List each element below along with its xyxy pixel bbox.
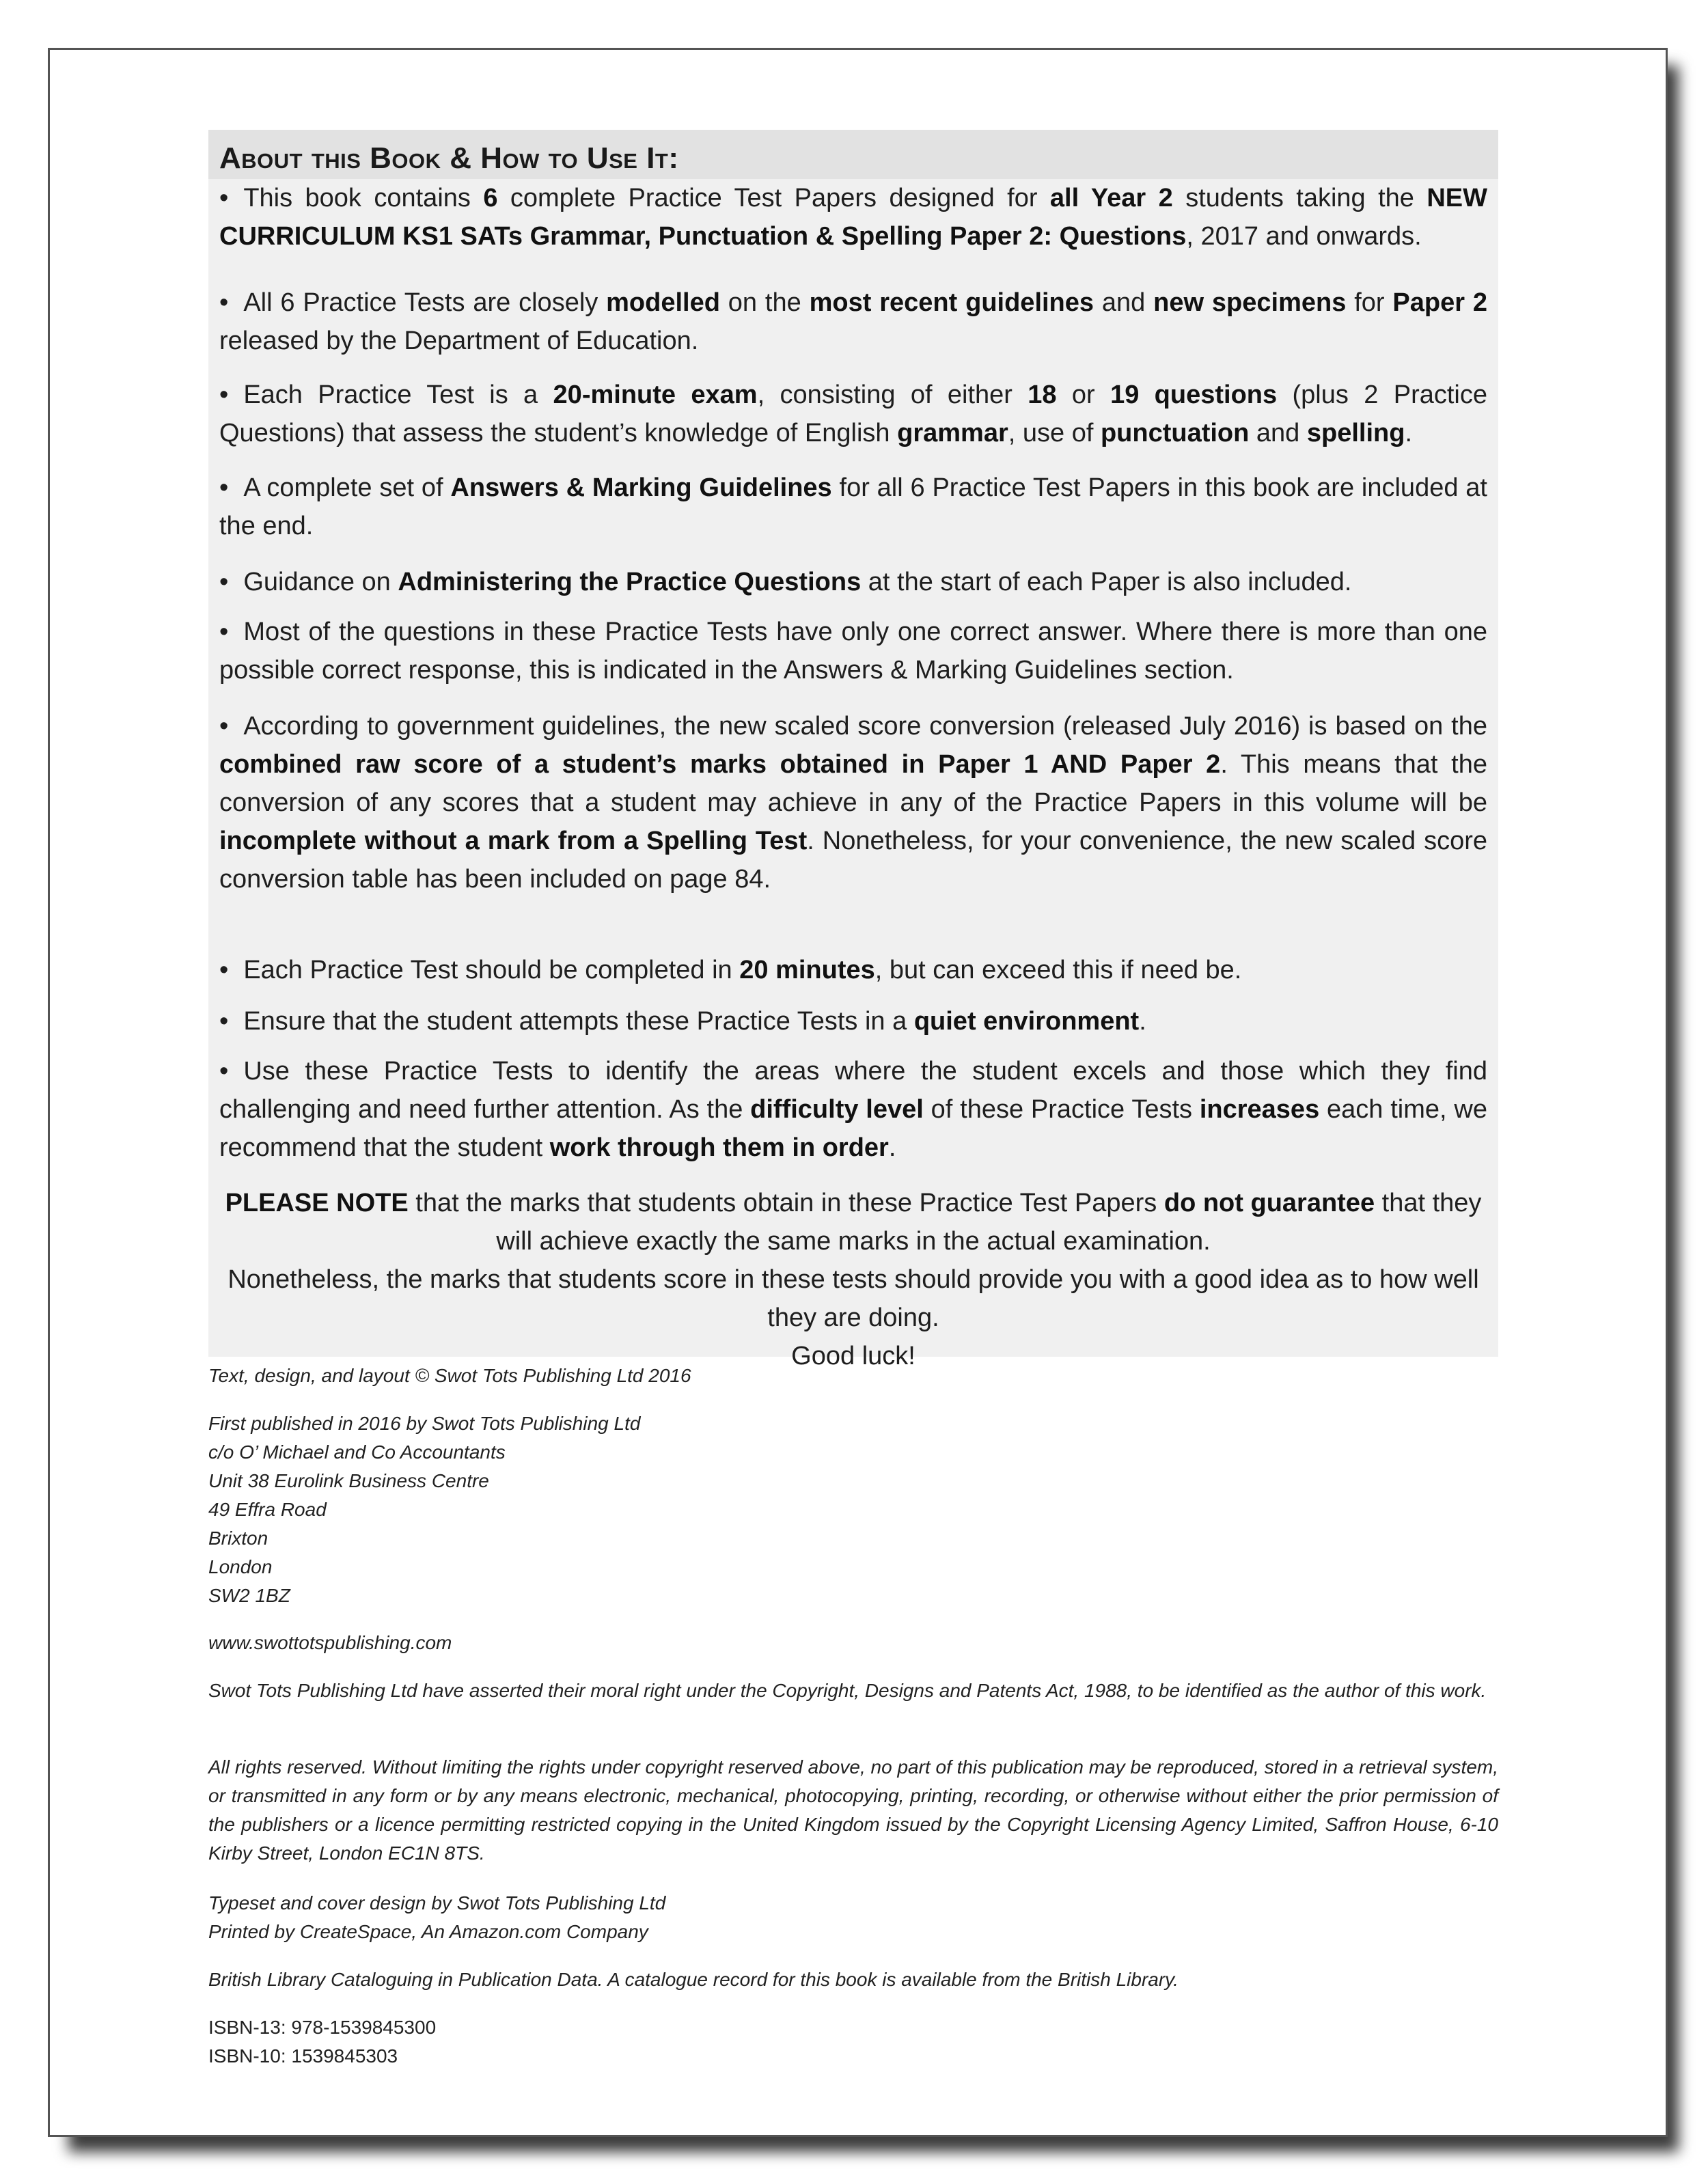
rights-statement: All rights reserved. Without limiting the rights under copyright reserved above, no part of this publication may be reproduced, stored in a retrieval system, or transmitted in any form or by any means electronic, mechanical, photocopying, printing, recording, or otherwise without either the prior permission of the publishers or a licence permitting restricted copying in the United Kingdom issued by the Copyright Licensing Agency Limited, Saffron House, 6-10 Kirby Street, London EC1N 8TS. — [208, 1756, 1498, 1864]
about-bullet-order: • Use these Practice Tests to identify the areas where the student excels and those which they find challenging and need further attention. As the difficulty level of these Practice Tests increases each time, we recommend that the student work through them in order. — [219, 1057, 1487, 1162]
about-bullet-modelled: • All 6 Practice Tests are closely modelled on the most recent guidelines and new specimens for Paper 2 released by the Department of Education. — [219, 288, 1488, 355]
printing-credits: Typeset and cover design by Swot Tots Publishing Ltd Printed by CreateSpace, An Amazon.com Company — [208, 1892, 666, 1942]
isbn-block — [208, 2013, 436, 2071]
about-bullet-guidance: • Guidance on Administering the Practice Questions at the start of each Paper is also included. — [219, 568, 1352, 596]
copyright-line: Text, design, and layout © Swot Tots Publishing Ltd 2016 — [208, 1365, 691, 1386]
website-link[interactable]: www.swottotspublishing.com — [208, 1632, 452, 1653]
note-good-luck: Good luck! — [791, 1342, 915, 1370]
about-bullet-scaled-score: • According to government guidelines, the new scaled score conversion (released July 2016) is based on the combined raw score of a student’s marks obtained in Paper 1 AND Paper 2. This means that the conversion of any scores that a student may achieve in any of the Practice Papers in this volume will be incomplete without a mark from a Spelling Test. Nonetheless, for your convenience, the new scaled score conversion table has been included on page 84. — [219, 712, 1488, 894]
note-line-nonetheless: Nonetheless, the marks that students score in these tests should provide you with a good idea as to how well they are doing. — [228, 1265, 1479, 1332]
publisher-address: First published in 2016 by Swot Tots Publishing Ltd c/o O’ Michael and Co Accountants Unit 38 Eurolink Business Centre 49 Effra Road Brixton London SW2 1BZ — [208, 1413, 641, 1606]
isbn-13: ISBN-13: 978-1539845300 — [208, 2017, 437, 2038]
cataloguing-statement: British Library Cataloguing in Publication Data. A catalogue record for this book is available from the British Library. — [208, 1969, 1179, 1990]
about-box — [208, 130, 1498, 1370]
about-bullet-environment: • Ensure that the student attempts these Practice Tests in a quiet environment. — [219, 1007, 1146, 1036]
about-bullet-correct-answer: • Most of the questions in these Practice Tests have only one correct answer. Where there is more than one possible correct response, this is indicated in the Answers & Marking Guidelines section. — [219, 618, 1487, 685]
isbn-10: ISBN-10: 1539845303 — [208, 2045, 398, 2067]
please-note: PLEASE NOTE that the marks that students obtain in these Practice Test Papers do not guarantee that they will achieve exactly the same marks in the actual examination. Nonetheless, the marks that students score in these tests should provide you with a good idea as to how well they are doing. Good luck! — [219, 1184, 1487, 1375]
about-bullet-exam-format: • Each Practice Test is a 20-minute exam, consisting of either 18 or 19 questions (plus 2 Practice Questions) that assess the student’s knowledge of English grammar, use of punctuation and spelling. — [219, 381, 1487, 447]
moral-right-statement: Swot Tots Publishing Ltd have asserted their moral right under the Copyright, Designs and Patents Act, 1988, to be identified as the author of this work. — [208, 1680, 1487, 1701]
about-bullet-timing: • Each Practice Test should be completed in 20 minutes, but can exceed this if need be. — [219, 956, 1242, 984]
about-bullet-contents: • This book contains 6 complete Practice Test Papers designed for all Year 2 students taking the NEW CURRICULUM KS1 SATs Grammar, Punctuation & Spelling Paper 2: Questions, 2017 and onwards. — [219, 184, 1488, 251]
about-bullet-answers: • A complete set of Answers & Marking Guidelines for all 6 Practice Test Papers in this book are included at the end. — [219, 473, 1487, 540]
about-title: About this Book & How to Use It: — [208, 130, 1498, 179]
book-page — [48, 48, 1668, 2137]
